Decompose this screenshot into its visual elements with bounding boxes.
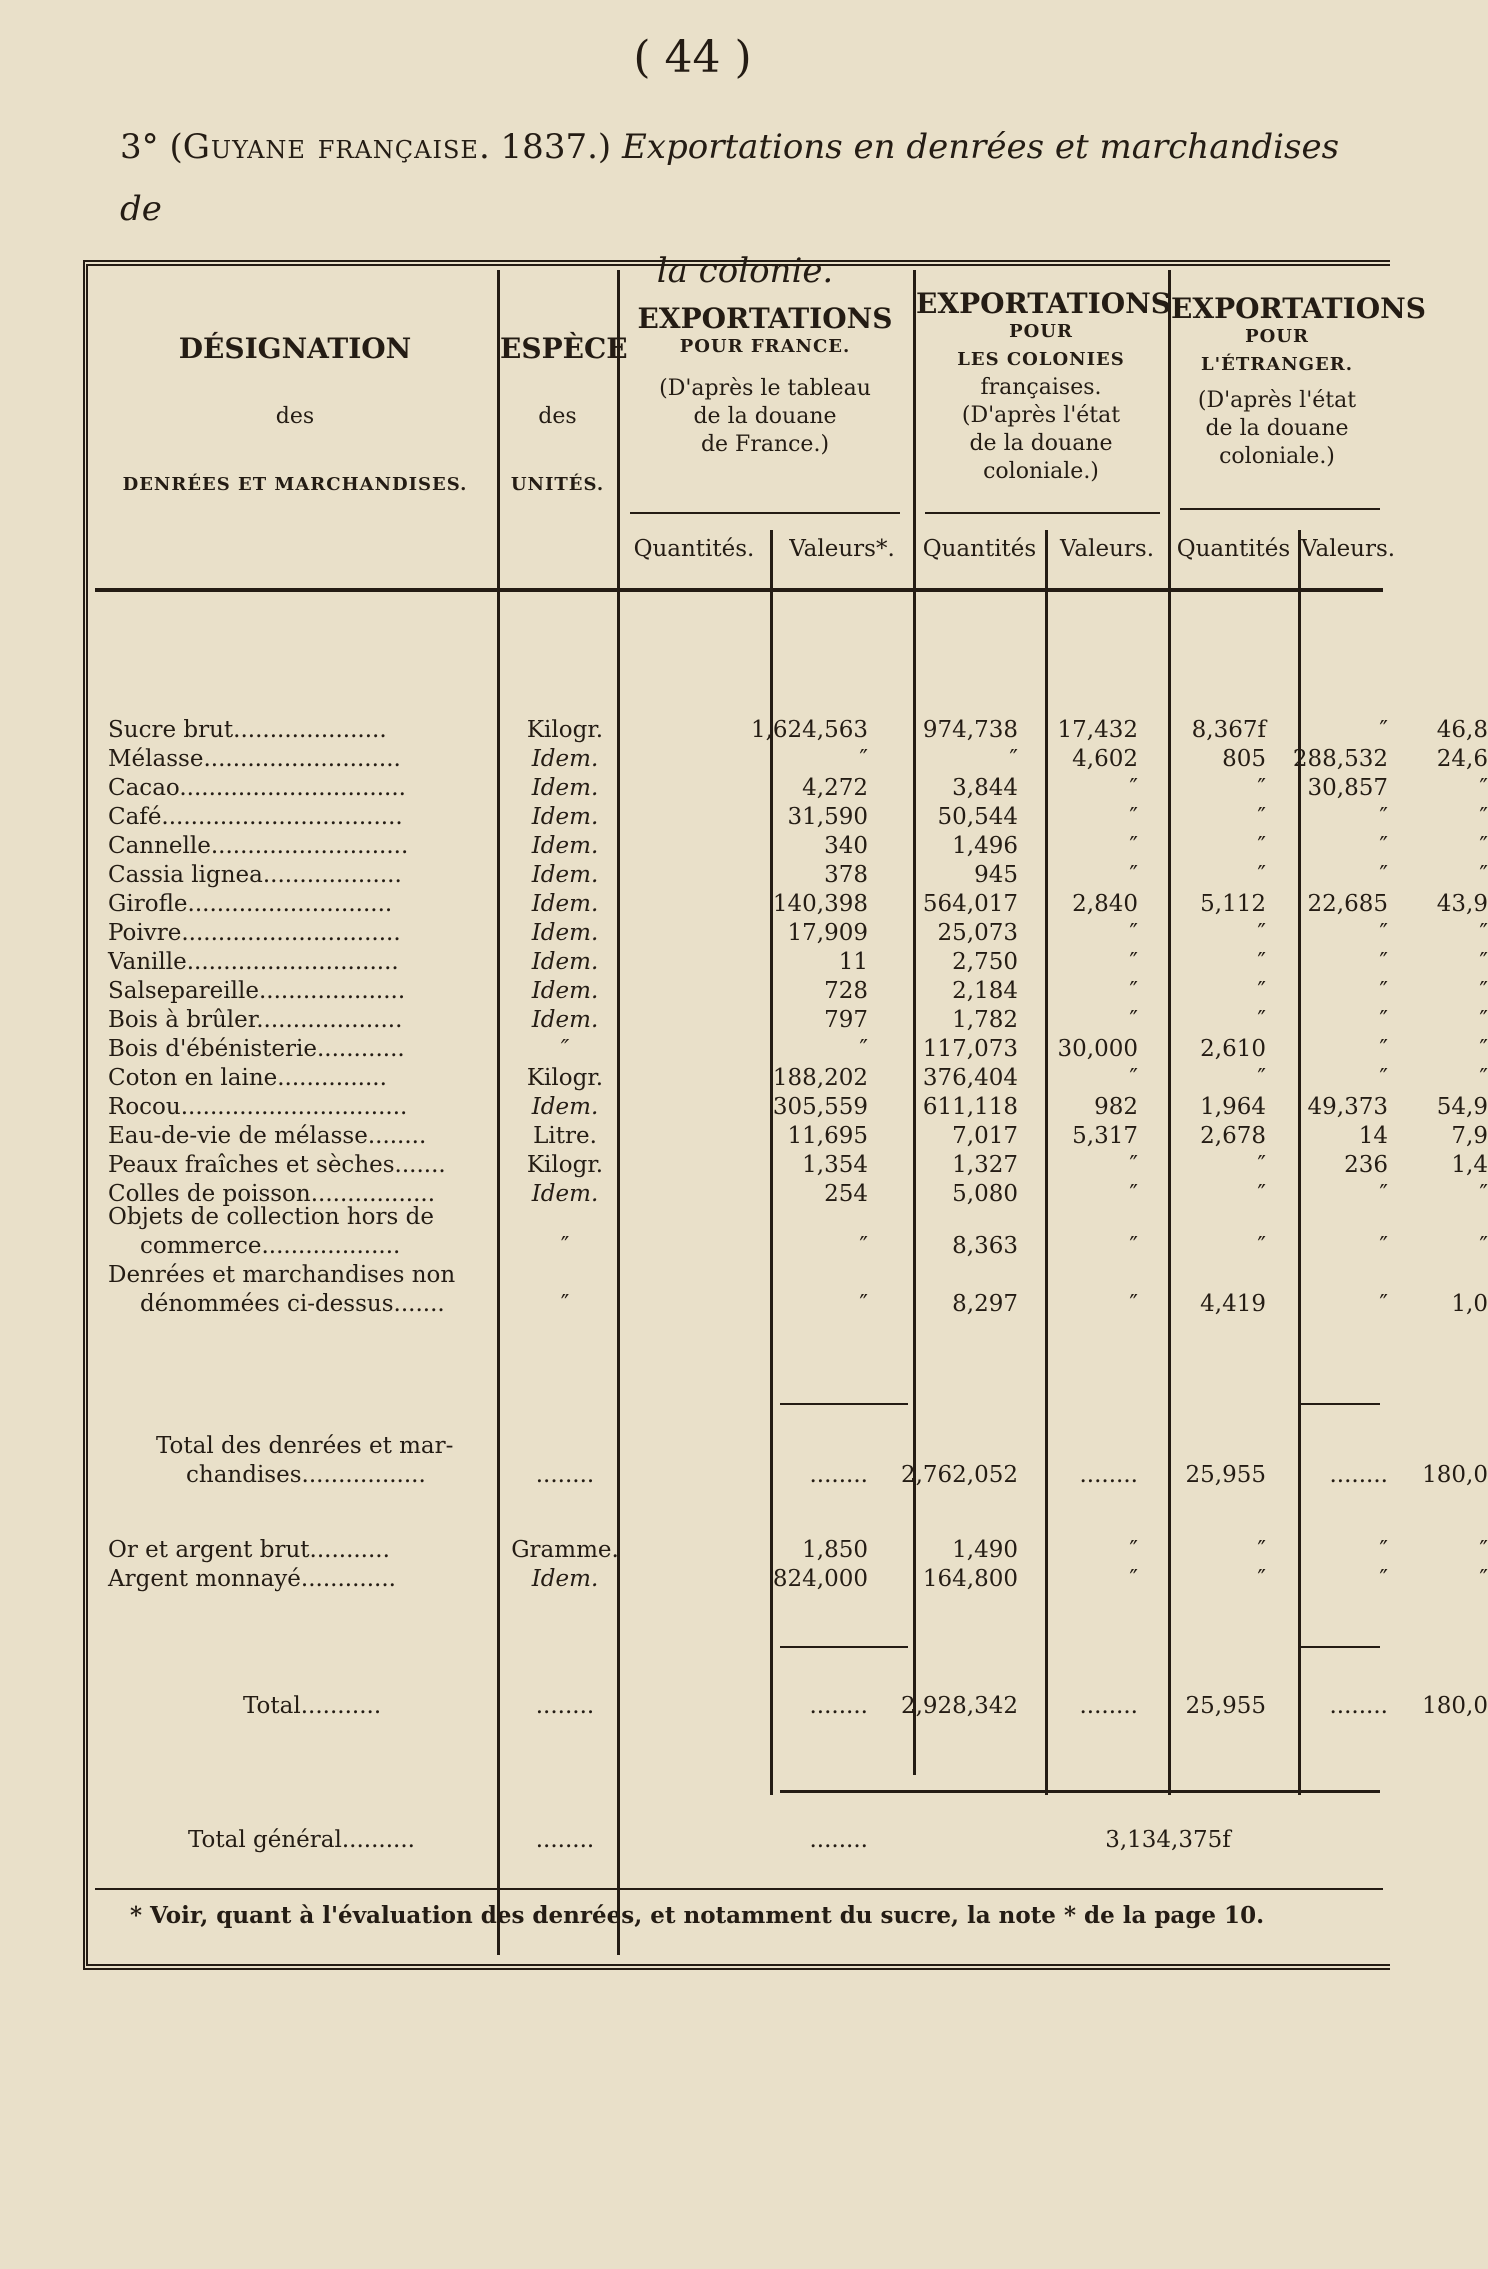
cell-ev: ″ [1479,1537,1488,1563]
cell-cv: 2,678 [1200,1123,1266,1149]
footnote: * Voir, quant à l'évaluation des denrées, et notamment du sucre, la note * de la page 10. [130,1902,1265,1929]
title-region: Guyane française [182,127,479,167]
cell-fq: 4,272 [802,775,868,801]
cell-eq: ″ [1379,920,1388,946]
cell-ev: ″ [1479,1566,1488,1592]
cell-cv: 1,964 [1200,1094,1266,1120]
cell-name: Poivre.............................. [108,920,401,946]
cell-cq: ″ [1129,1152,1138,1178]
table-row: Total général.......... ........ ........ 3,134,375f [188,1827,1231,1853]
cell-cq: ″ [1129,949,1138,975]
table-row [108,1151,1488,1180]
cell-ev: ″ [1479,920,1488,946]
cell-cq: ″ [1129,1566,1138,1592]
cell-cq: ″ [1129,920,1138,946]
cell-eq: ″ [1379,1036,1388,1062]
cell-eq: ″ [1379,949,1388,975]
table-row [108,803,1488,832]
cell-ev: ″ [1479,833,1488,859]
cell-ev: 54,9 [1436,1094,1488,1120]
cell-fv: 611,118 [922,1094,1018,1120]
cell-cv: ″ [1257,804,1266,830]
cell-cq: ″ [1129,804,1138,830]
table-row [108,1093,1488,1122]
table-row: Total........... ........ ........ 2,928,342 ........ 25,955 ........ 180,0 [243,1693,1488,1719]
cell-ev: ″ [1479,949,1488,975]
cell-cq: 2,840 [1072,891,1138,917]
cell-unit: Kilogr. [526,717,604,743]
cell-name: Colles de poisson................. [108,1181,436,1207]
sub-quantites-colonies: Quantités [922,536,1037,562]
cell-cq: ″ [1129,1065,1138,1091]
cell-fv: 1,782 [952,1007,1018,1033]
cell-fq: 11 [838,949,868,975]
cell-unit: Kilogr. [526,1152,604,1178]
cell-fq: 824,000 [772,1566,868,1592]
table-row: Objets de collection hors de [108,1204,434,1230]
cell-fv: 7,017 [952,1123,1018,1149]
cell-cv: ″ [1257,1566,1266,1592]
table-row: Denrées et marchandises non [108,1262,456,1288]
cell-fq: 188,202 [772,1065,868,1091]
table-row [108,1536,1488,1565]
cell-name: Cacao............................... [108,775,406,801]
sub-quantites-france: Quantités. [633,536,755,562]
table-row: commerce................... ″ ″ 8,363 ″ ″ ″ ″ [140,1233,1488,1259]
table-row: chandises................. ........ ........ 2,762,052 ........ 25,955 ........ 180,0 [186,1462,1488,1488]
cell-eq: ″ [1379,1065,1388,1091]
cell-unit: Idem. [531,978,599,1004]
footnote-rule [95,1888,1383,1890]
cell-unit: Idem. [531,1094,599,1120]
cell-eq: 236 [1344,1152,1388,1178]
cell-cv: 2,610 [1200,1036,1266,1062]
cell-cv: ″ [1257,862,1266,888]
table-row: Total des denrées et mar- [156,1433,454,1459]
cell-fq: ″ [859,1036,868,1062]
header-espece: ESPÈCE des UNITÉS. [500,332,628,495]
cell-eq: 30,857 [1307,775,1388,801]
table-row [108,1006,1488,1035]
cell-unit: ″ [560,1036,570,1062]
cell-eq: ″ [1379,804,1388,830]
cell-cq: ″ [1129,862,1138,888]
cell-fv: 164,800 [922,1566,1018,1592]
cell-fq: 305,559 [772,1094,868,1120]
cell-cq: 982 [1094,1094,1138,1120]
cell-fq: 31,590 [787,804,868,830]
cell-cq: ″ [1129,833,1138,859]
cell-name: Argent monnayé............. [108,1566,396,1592]
header-colonies: EXPORTATIONS POUR LES COLONIES françaises. (D'après l'état de la douane coloniale.) [916,287,1171,484]
table-row [108,890,1488,919]
cell-ev: ″ [1479,1036,1488,1062]
cell-eq: ″ [1379,862,1388,888]
cell-eq: ″ [1379,1566,1388,1592]
cell-cv: ″ [1257,1007,1266,1033]
cell-fq: 797 [824,1007,868,1033]
cell-fq: 378 [824,862,868,888]
cell-fv: 1,496 [952,833,1018,859]
cell-fq: 17,909 [787,920,868,946]
cell-cq: ″ [1129,978,1138,1004]
cell-name: Coton en laine............... [108,1065,387,1091]
cell-fv: 974,738 [922,717,1018,743]
cell-fv: 3,844 [952,775,1018,801]
cell-name: Salsepareille.................... [108,978,406,1004]
table-row [108,919,1488,948]
cell-ev: 1,4 [1451,1152,1488,1178]
cell-unit: Idem. [531,1007,599,1033]
title-line2: la colonie. [656,251,834,291]
header-rule [925,512,1160,514]
cell-cv: ″ [1257,775,1266,801]
cell-ev: ″ [1479,862,1488,888]
cell-unit: Idem. [531,775,599,801]
sum-rule [780,1403,908,1405]
cell-fq: ″ [859,746,868,772]
header-etranger: EXPORTATIONS POUR L'ÉTRANGER. (D'après l'état de la douane coloniale.) [1171,292,1426,469]
title-subject: Exportations en denrées et marchandises de [120,127,1340,229]
table-row [108,977,1488,1006]
cell-fq: 140,398 [772,891,868,917]
table-row [108,745,1488,774]
cell-cq: ″ [1129,1007,1138,1033]
sum-rule [1300,1646,1380,1648]
cell-unit: Idem. [531,746,599,772]
table-row [108,948,1488,977]
cell-unit: Idem. [531,1181,599,1207]
cell-fv: 25,073 [937,920,1018,946]
cell-cv: ″ [1257,833,1266,859]
cell-name: Sucre brut..................... [108,717,387,743]
cell-ev: 46,8 [1436,717,1488,743]
cell-fq: 1,850 [802,1537,868,1563]
cell-eq: ″ [1379,1537,1388,1563]
cell-fv: 50,544 [937,804,1018,830]
table-row [108,832,1488,861]
cell-name: Cannelle........................... [108,833,409,859]
table-row [108,774,1488,803]
cell-eq: ″ [1379,1007,1388,1033]
cell-eq: ″ [1379,978,1388,1004]
header-rule [1180,508,1380,510]
cell-fq: 1,624,563 [750,717,868,743]
cell-cq: 5,317 [1072,1123,1138,1149]
sub-valeurs-etranger: Valeurs. [1301,536,1396,562]
cell-fq: 340 [824,833,868,859]
cell-cq: ″ [1129,1181,1138,1207]
cell-ev: ″ [1479,1181,1488,1207]
cell-ev: 24,6 [1436,746,1488,772]
cell-fv: 2,184 [952,978,1018,1004]
cell-unit: Idem. [531,833,599,859]
header-france: EXPORTATIONS POUR FRANCE. (D'après le tableau de la douane de France.) [637,302,893,457]
cell-name: Eau-de-vie de mélasse........ [108,1123,427,1149]
table-row [108,1035,1488,1064]
cell-eq: 49,373 [1307,1094,1388,1120]
cell-fv: 5,080 [952,1181,1018,1207]
sub-valeurs-france: Valeurs*. [789,536,895,562]
cell-fv: 1,327 [952,1152,1018,1178]
cell-cv: ″ [1257,1152,1266,1178]
cell-eq: 14 [1358,1123,1388,1149]
cell-ev: ″ [1479,978,1488,1004]
cell-fq: 728 [824,978,868,1004]
cell-name: Vanille............................. [108,949,399,975]
sub-quantites-etranger: Quantités [1176,536,1291,562]
sub-valeurs-colonies: Valeurs. [1059,536,1155,562]
table-row [108,1122,1488,1151]
cell-name: Girofle............................ [108,891,393,917]
cell-unit: Idem. [531,949,599,975]
cell-fq: 254 [824,1181,868,1207]
cell-cv: ″ [1257,978,1266,1004]
title-year: . 1837.) [478,127,612,167]
cell-name: Bois à brûler.................... [108,1007,403,1033]
table-row [108,716,1488,745]
cell-unit: Litre. [533,1123,597,1149]
cell-unit: Gramme. [511,1537,619,1563]
cell-fv: 564,017 [922,891,1018,917]
cell-unit: Kilogr. [526,1065,604,1091]
cell-ev: ″ [1479,1065,1488,1091]
cell-fq: 11,695 [787,1123,868,1149]
cell-fq: 1,354 [802,1152,868,1178]
cell-cv: ″ [1257,1181,1266,1207]
cell-fv: 1,490 [952,1537,1018,1563]
cell-eq: ″ [1379,717,1388,743]
title-prefix: 3° ( [120,127,183,167]
sum-rule [1300,1403,1380,1405]
table-row: dénommées ci-dessus....... ″ ″ 8,297 ″ 4,419 ″ 1,0 [140,1291,1488,1317]
header-bottom-rule [95,588,1383,592]
cell-cv: ″ [1257,920,1266,946]
grand-total-rule [780,1790,1380,1793]
cell-ev: ″ [1479,775,1488,801]
cell-name: Bois d'ébénisterie............ [108,1036,405,1062]
cell-unit: Idem. [531,1566,599,1592]
sum-rule [780,1646,908,1648]
cell-fv: 2,750 [952,949,1018,975]
cell-ev: ″ [1479,1007,1488,1033]
cell-cq: 17,432 [1057,717,1138,743]
cell-eq: 288,532 [1292,746,1388,772]
cell-name: Café................................. [108,804,403,830]
page-number: ( 44 ) [633,32,752,83]
cell-cv: ″ [1257,949,1266,975]
cell-eq: ″ [1379,833,1388,859]
header-designation: DÉSIGNATION des DENRÉES ET MARCHANDISES. [122,332,468,495]
table-row [108,861,1488,890]
cell-ev: 7,9 [1451,1123,1488,1149]
cell-unit: Idem. [531,804,599,830]
cell-name: Peaux fraîches et sèches....... [108,1152,446,1178]
cell-eq: 22,685 [1307,891,1388,917]
cell-ev: 43,9 [1436,891,1488,917]
table-row [108,1565,1488,1594]
cell-cq: 4,602 [1072,746,1138,772]
cell-cv: 5,112 [1200,891,1266,917]
header-rule [630,512,900,514]
table-row [108,1064,1488,1093]
cell-cq: 30,000 [1057,1036,1138,1062]
cell-cq: ″ [1129,1537,1138,1563]
cell-unit: Idem. [531,891,599,917]
cell-cq: ″ [1129,775,1138,801]
cell-cv: 8,367f [1191,717,1266,743]
cell-unit: Idem. [531,920,599,946]
cell-cv: ″ [1257,1537,1266,1563]
cell-name: Or et argent brut........... [108,1537,390,1563]
cell-name: Cassia lignea................... [108,862,402,888]
cell-fv: 117,073 [922,1036,1018,1062]
cell-name: Mélasse........................... [108,746,401,772]
cell-name: Rocou............................... [108,1094,408,1120]
cell-fv: 376,404 [922,1065,1018,1091]
cell-ev: ″ [1479,804,1488,830]
cell-unit: Idem. [531,862,599,888]
cell-eq: ″ [1379,1181,1388,1207]
cell-cv: ″ [1257,1065,1266,1091]
cell-fv: ″ [1009,746,1018,772]
cell-cv: 805 [1222,746,1266,772]
cell-fv: 945 [974,862,1018,888]
